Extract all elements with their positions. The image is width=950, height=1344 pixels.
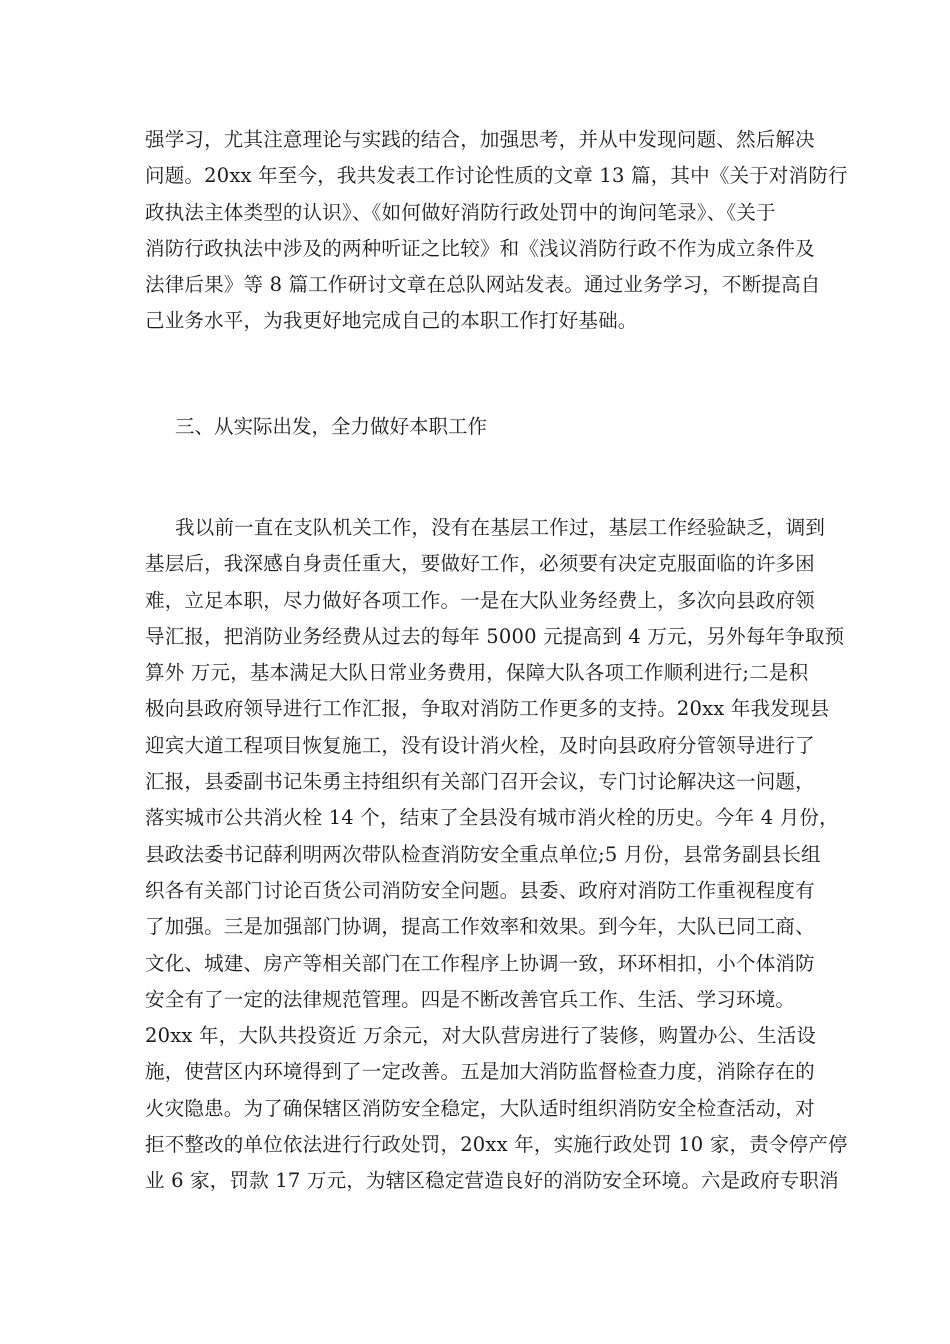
section-heading: 三、从实际出发，全力做好本职工作 xyxy=(175,415,488,438)
text-line: 算外 万元，基本满足大队日常业务费用，保障大队各项工作顺利进行;二是积 xyxy=(145,661,809,685)
paragraph-1 xyxy=(145,122,848,340)
text-line: 县政法委书记薛利明两次带队检查消防安全重点单位;5 月份，县常务副县长组 xyxy=(145,842,821,866)
text-line: 了加强。三是加强部门协调，提高工作效率和效果。到今年，大队已同工商、 xyxy=(145,915,815,939)
text-line: 消防行政执法中涉及的两种听证之比较》和《浅议消防行政不作为成立条件及 xyxy=(145,236,815,260)
text-line: 强学习，尤其注意理论与实践的结合，加强思考，并从中发现问题、然后解决 xyxy=(145,128,815,151)
text-line: 火灾隐患。为了确保辖区消防安全稳定，大队适时组织消防安全检查活动，对 xyxy=(145,1096,815,1120)
text-line: 迎宾大道工程项目恢复施工，没有设计消火栓，及时向县政府分管领导进行了 xyxy=(145,733,815,757)
text-line: 己业务水平，为我更好地完成自己的本职工作打好基础。 xyxy=(145,309,638,333)
text-line: 问题。20xx 年至今，我共发表工作讨论性质的文章 13 篇，其中《关于对消防行 xyxy=(145,164,848,188)
text-line: 我以前一直在支队机关工作，没有在基层工作过，基层工作经验缺乏，调到 xyxy=(175,516,826,539)
text-line: 安全有了一定的法律规范管理。四是不断改善官兵工作、生活、学习环境。 xyxy=(145,987,796,1011)
text-line: 拒不整改的单位依法进行行政处罚，20xx 年，实施行政处罚 10 家，责令停产停 xyxy=(145,1133,848,1157)
text-line: 基层后，我深感自身责任重大，要做好工作，必须要有决定克服面临的许多困 xyxy=(145,552,815,576)
text-line: 法律后果》等 8 篇工作研讨文章在总队网站发表。通过业务学习，不断提高自 xyxy=(145,273,821,297)
text-line: 政执法主体类型的认识》、《如何做好消防行政处罚中的询问笔录》、《关于 xyxy=(145,200,776,224)
text-line: 汇报，县委副书记朱勇主持组织有关部门召开会议，专门讨论解决这一问题， xyxy=(145,770,815,794)
text-line: 20xx 年，大队共投资近 万余元，对大队营房进行了装修，购置办公、生活设 xyxy=(145,1024,817,1048)
text-line: 难，立足本职，尽力做好各项工作。一是在大队业务经费上，多次向县政府领 xyxy=(145,588,815,612)
text-line: 落实城市公共消火栓 14 个，结束了全县没有城市消火栓的历史。今年 4 月份， xyxy=(145,806,839,830)
text-line: 业 6 家，罚款 17 万元，为辖区稳定营造良好的消防安全环境。六是政府专职消 xyxy=(145,1169,839,1193)
text-line: 织各有关部门讨论百货公司消防安全问题。县委、政府对消防工作重视程度有 xyxy=(145,878,815,902)
text-line: 文化、城建、房产等相关部门在工作程序上协调一致，环环相扣，小个体消防 xyxy=(145,951,815,975)
text-line: 导汇报，把消防业务经费从过去的每年 5000 元提高到 4 万元，另外每年争取预 xyxy=(145,624,845,648)
text-line: 施，使营区内环境得到了一定改善。五是加大消防监督检查力度，消除存在的 xyxy=(145,1060,815,1084)
text-line: 极向县政府领导进行工作汇报，争取对消防工作更多的支持。20xx 年我发现县 xyxy=(145,697,830,721)
paragraph-2 xyxy=(145,510,848,1200)
